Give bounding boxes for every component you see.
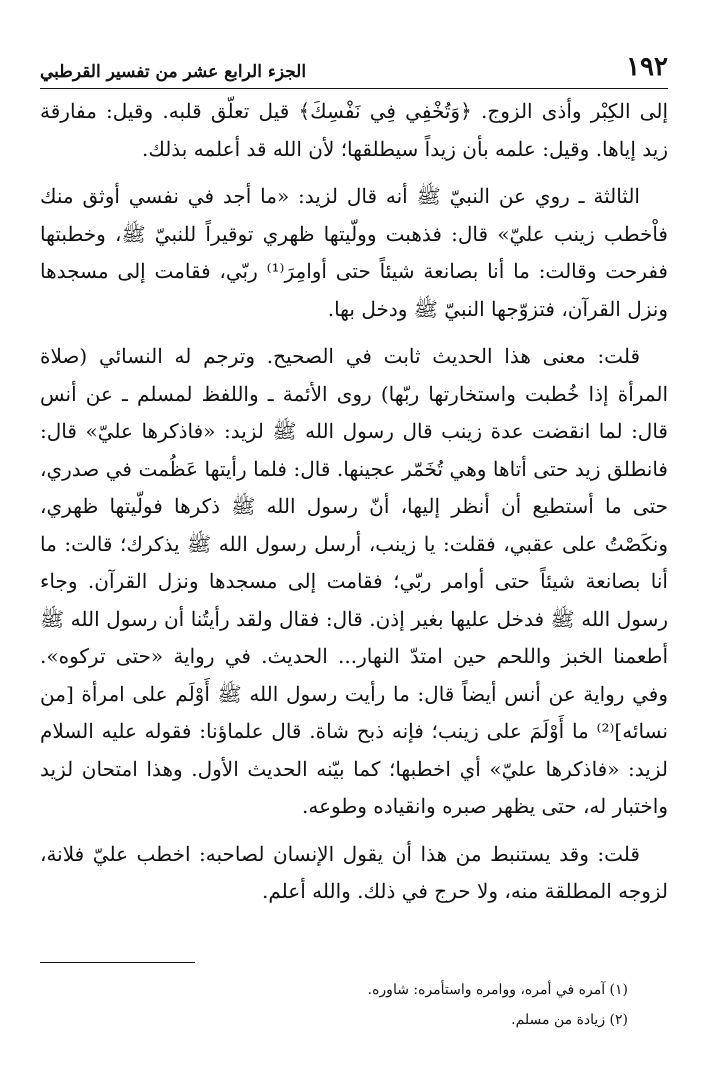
footnote-divider bbox=[40, 962, 195, 963]
page-number: ١٩٢ bbox=[626, 52, 668, 82]
footnote: (١) آمره في أمره، ووامره واستأمره: شاوره. bbox=[367, 982, 628, 998]
paragraph: الثالثة ـ روي عن النبيّ ﷺ أنه قال لزيد: «ما أجد في نفسي أوثق منك فاْخطب زينب عليّ» قال: فذهبت وولّيتها ظهري توقيراً للنبيّ ﷺ، وخطبتها ففرحت وقالت: ما أنا بصانعة شيئاً حتى أوامِرَ⁽¹⁾ ربّي، فقامت إلى مسجدها ونزل القرآن، فتزوّجها النبيّ ﷺ ودخل بها. bbox=[40, 184, 668, 321]
footnote: (٢) زيادة من مسلم. bbox=[511, 1012, 628, 1028]
page bbox=[40, 50, 668, 911]
paragraph: قلت: وقد يستنبط من هذا أن يقول الإنسان لصاحبه: اخطب عليّ فلانة، لزوجه المطلقة منه، ولا حرج في ذلك. والله أعلم. bbox=[40, 841, 668, 903]
page-body bbox=[40, 93, 668, 911]
paragraph: قلت: معنى هذا الحديث ثابت في الصحيح. وترجم له النسائي (صلاة المرأة إذا خُطبت واستخارتها ربّها) روى الأئمة ـ واللفظ لمسلم ـ عن أنس قال: لما انقضت عدة زينب قال رسول الله ﷺ لزيد: «فاذكرها عليّ» قال: فانطلق زيد حتى أتاها وهي تُخَمّر عجينها. قال: فلما رأيتها عَظُمت في صدري، حتى ما أستطيع أن أنظر إليها، أنّ رسول الله ﷺ ذكرها فولّيتها ظهري، ونكَصْتُ على عقبي، فقلت: يا زينب، أرسل رسول الله ﷺ يذكرك؛ قالت: ما أنا بصانعة شيئاً حتى أوامر ربّي؛ فقامت إلى مسجدها ونزل القرآن. وجاء رسول الله ﷺ فدخل عليها بغير إذن. قال: فقال ولقد رأيتُنا أن رسول الله ﷺ أطعمنا الخبز واللحم حين امتدّ النهار... الحديث. في رواية «حتى تركوه». وفي رواية عن أنس أيضاً قال: ما رأيت رسول الله ﷺ أَوْلَم على امرأة [من نسائه]⁽²⁾ ما أَوْلَمَ على زينب؛ فإنه ذبح شاة. قال علماؤنا: فقوله عليه السلام لزيد: «فاذكرها عليّ» أي اخطبها؛ كما بيّنه الحديث الأول. وهذا امتحان لزيد واختبار له، حتى يظهر صبره وانقياده وطوعه. bbox=[40, 344, 668, 818]
page-header bbox=[40, 50, 668, 89]
running-title: الجزء الرابع عشر من تفسير القرطبي bbox=[40, 62, 307, 82]
paragraph: إلى الكِبْر وأذى الزوج. ﴿وَتُخْفِي فِي نَفْسِكَ﴾ قيل تعلّق قلبه. وقيل: مفارقة زيد إياها. وقيل: علمه بأن زيداً سيطلقها؛ لأن الله قد أعلمه بذلك. bbox=[40, 99, 668, 161]
footnotes bbox=[40, 975, 668, 1035]
